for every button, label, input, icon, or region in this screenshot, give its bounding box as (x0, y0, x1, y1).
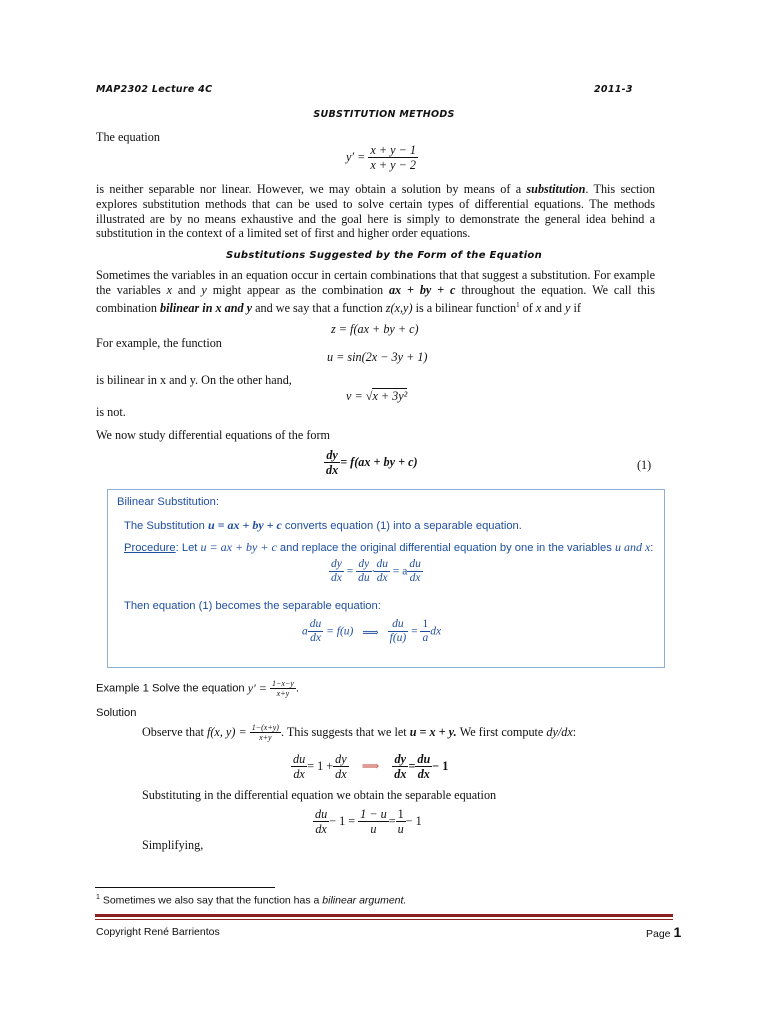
bilinear-line: is bilinear in x and y. On the other hand, (96, 373, 292, 387)
box-title: Bilinear Substitution: (117, 496, 219, 508)
eq-1: $\frac{dy}{dx}$ = f(ax + by + c) (326, 448, 418, 478)
example-1: Example 1 Solve the equation y′ = $\frac{1-x-y}{x+y}$ . (96, 679, 299, 699)
copyright: Copyright René Barrientos (96, 926, 220, 938)
footnote-rule (95, 887, 275, 888)
procedure-label: Procedure (124, 542, 176, 554)
term: 2011-3 (594, 84, 633, 95)
is-not: is not. (96, 405, 126, 419)
page-number: Page 1 (646, 924, 682, 940)
section-heading: Substitutions Suggested by the Form of the Equation (225, 250, 543, 261)
footer-rule-thick (95, 914, 673, 917)
eq-v: v = √x + 3y² (346, 389, 408, 403)
example-lead: For example, the function (96, 336, 222, 350)
eq-1-tag: (1) (637, 458, 652, 472)
footer-rule-thin (95, 919, 673, 920)
intro-paragraph: is neither separable nor linear. However, we may obtain a solution by means of a substitution. This section explores substitution methods that can be used to solve certain types of differential equations. The methods illustrated are by no means exhaustive and the goal here is simply to demonstrate the general idea behind a substitution in the context of a limited set of first and higher order equations. (96, 182, 656, 241)
intro-equation: y′ = $\frac{x + y - 1}{x + y - 2}$ (346, 143, 416, 173)
derivative-eq: $\frac{du}{dx}$ = 1 + $\frac{dy}{dx}$ ⟹ $\frac{dy}{dx}$ = $\frac{du}{dx}$ − 1 (293, 752, 449, 782)
observe-line: Observe that f(x, y) = $\frac{1-(x+y)}{x+y}$ . This suggests that we let u = x + y. We first compute dy/dx: (142, 723, 577, 743)
chain-rule-eq: $\frac{dy}{dx}$ = $\frac{dy}{du}$ · $\frac{du}{dx}$ = a $\frac{du}{dx}$ (331, 558, 421, 585)
footnote: $^1$ Sometimes we also say that the function has a bilinear argument. (96, 894, 407, 907)
simplifying: Simplifying, (142, 838, 204, 852)
study-line: We now study differential equations of the form (96, 428, 331, 442)
section-paragraph: Sometimes the variables in an equation occur in certain combinations that that suggest a substitution. For example the variables x and y might appear as the combination ax + by + c throughout the equation. We call this combination bilinear in x and y and we say that a function z(x,y) is a bilinear function$^1$ of x and y if (96, 268, 655, 315)
eq-u: u = sin(2x − 3y + 1) (327, 350, 428, 364)
separable-eq-example: $\frac{du}{dx}$ − 1 = $\frac{1 - u}{u}$ = $\frac{1}{u}$ − 1 (315, 807, 422, 837)
separable-eq: a $\frac{du}{dx}$ = f(u) ⟹ $\frac{du}{f(u)}$ = $\frac{1}{a}$ dx (302, 618, 442, 645)
intro-lead: The equation (96, 130, 160, 144)
eq-z: z = f(ax + by + c) (331, 322, 419, 336)
substituting-line: Substituting in the differential equation we obtain the separable equation (142, 788, 497, 802)
page-title: SUBSTITUTION METHODS (313, 109, 455, 120)
box-line1: The Substitution u = ax + by + c converts equation (1) into a separable equation. (124, 518, 522, 532)
procedure-line: Procedure: Let u = ax + by + c and replace the original differential equation by one in the variables u and x: (124, 540, 654, 554)
course-code: MAP2302 Lecture 4C (96, 84, 213, 95)
solution-label: Solution (96, 707, 137, 719)
then-line: Then equation (1) becomes the separable equation: (124, 600, 381, 612)
